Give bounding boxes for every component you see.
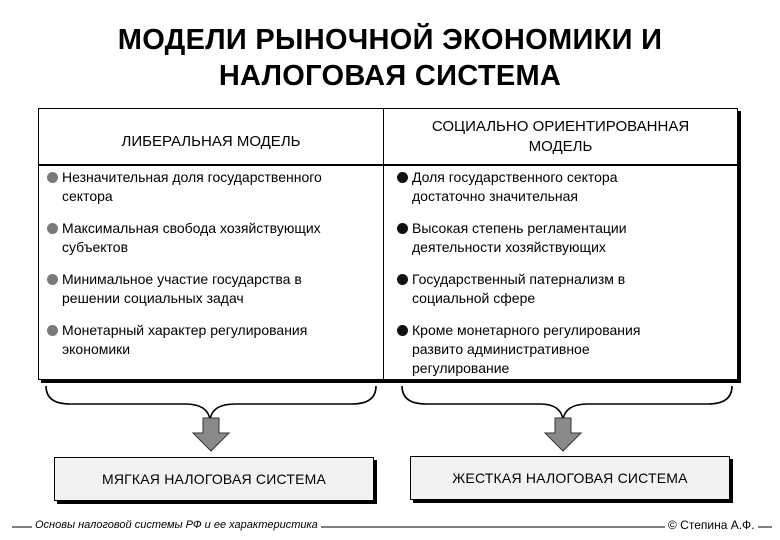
list-item: Кроме монетарного регулирования развито административное регулирование	[391, 321, 731, 378]
title-line-2: НАЛОГОВАЯ СИСТЕМА	[218, 60, 562, 92]
list-item: Высокая степень регламентации деятельности хозяйствующих	[391, 219, 731, 257]
list-item: Монетарный характер регулирования экономики	[41, 321, 381, 359]
social-header-line-2: МОДЕЛЬ	[528, 137, 593, 155]
footer-copyright: © Степина А.Ф.	[665, 518, 758, 532]
list-item: Максимальная свобода хозяйствующих субъектов	[41, 219, 381, 257]
list-item: Государственный патернализм в социальной сфере	[391, 270, 731, 308]
list-item: Минимальное участие государства в решении социальных задач	[41, 270, 381, 308]
right-down-arrow-icon	[545, 418, 581, 451]
title-line-1: МОДЕЛИ РЫНОЧНОЙ ЭКОНОМИКИ И	[117, 24, 663, 56]
list-item: Незначительная доля государственного сектора	[41, 168, 381, 206]
footer-caption: Основы налоговой системы РФ и ее характеристика	[32, 519, 321, 531]
right-brace	[402, 386, 732, 420]
hard-tax-system-box: ЖЕСТКАЯ НАЛОГОВАЯ СИСТЕМА	[410, 456, 730, 500]
left-down-arrow-icon	[193, 418, 229, 451]
left-brace	[46, 386, 376, 420]
list-item: Доля государственного сектора достаточно значительная	[391, 168, 731, 206]
social-header-line-1: СОЦИАЛЬНО ОРИЕНТИРОВАННАЯ	[431, 117, 690, 135]
soft-tax-system-box: МЯГКАЯ НАЛОГОВАЯ СИСТЕМА	[54, 457, 374, 501]
liberal-model-header: ЛИБЕРАЛЬНАЯ МОДЕЛЬ	[121, 132, 301, 150]
